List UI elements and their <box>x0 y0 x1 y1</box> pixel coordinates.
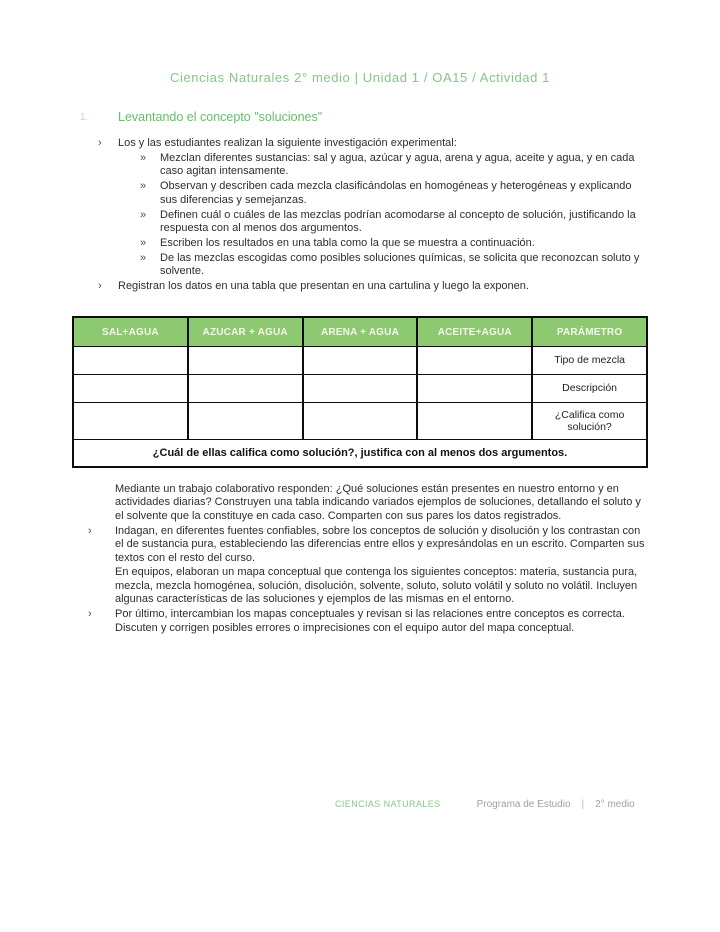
list-item <box>140 237 650 250</box>
column-header: ARENA + AGUA <box>303 317 418 347</box>
column-header: PARÁMETRO <box>532 317 647 347</box>
table-cell <box>188 347 303 375</box>
bullet-icon: › <box>88 524 92 537</box>
list-item <box>98 280 650 293</box>
list-item <box>140 152 650 179</box>
parameter-cell: Descripción <box>532 375 647 403</box>
list-item <box>88 525 650 565</box>
table-cell <box>73 375 188 403</box>
footer-subject: CIENCIAS NATURALES <box>335 799 441 809</box>
results-table-header <box>73 317 647 347</box>
column-header: AZUCAR + AGUA <box>188 317 303 347</box>
footer-separator: | <box>581 799 585 810</box>
table-footer-row <box>73 440 647 468</box>
doc-title: Ciencias Naturales 2° medio | Unidad 1 / OA15 / Actividad 1 <box>170 70 550 85</box>
list-item <box>140 180 650 207</box>
results-table-body <box>73 347 647 468</box>
column-header: SAL+AGUA <box>73 317 188 347</box>
list-item-text: Los y las estudiantes realizan la siguiente investigación experimental: <box>118 137 457 149</box>
list-item-text: Registran los datos en una tabla que presentan en una cartulina y luego la exponen. <box>118 280 529 293</box>
table-cell <box>303 347 418 375</box>
table-cell <box>417 375 532 403</box>
list-item <box>88 483 650 523</box>
list-item-text: De las mezclas escogidas como posibles soluciones químicas, se solicita que reconozcan soluto y solvente. <box>160 251 640 278</box>
bullet-icon: » <box>140 236 147 249</box>
table-header-row <box>73 317 647 347</box>
list-item <box>140 209 650 236</box>
bullet-icon <box>88 483 115 523</box>
list-item-text: Definen cuál o cuáles de las mezclas podrían acomodarse al concepto de solución, justificando la respuesta con al menos dos argumentos. <box>160 208 636 234</box>
bullet-icon <box>88 566 115 606</box>
list-item-text: Observan y describen cada mezcla clasificándolas en homogéneas y heterogéneas y explicando sus diferencias y semejanzas. <box>160 180 632 206</box>
list-item <box>88 608 650 635</box>
list-item-text: Mediante un trabajo colaborativo responden: ¿Qué soluciones están presentes en nuestro entorno y en actividades diarias? Construyen una tabla indicando variados ejemplos de soluciones, detallando el soluto y el solvente que la constituye en cada caso. Comparten con sus pares los datos registrados. <box>115 483 641 522</box>
list-item-text: Indagan, en diferentes fuentes confiables, sobre los conceptos de solución y disolución y los contrastan con el de sustancia pura, estableciendo las diferencias entre ellos y expresándolas en un escrito. Comparten sus textos con el resto del curso. <box>115 524 645 564</box>
list-item <box>140 252 650 279</box>
list-item-text: Mezclan diferentes sustancias: sal y agua, azúcar y agua, arena y agua, aceite y agua, y en cada caso agitan intensamente. <box>160 151 635 178</box>
followup-steps-list <box>88 483 650 636</box>
table-cell <box>417 403 532 440</box>
table-cell <box>417 347 532 375</box>
bullet-icon: › <box>98 137 102 149</box>
list-item-text: En equipos, elaboran un mapa conceptual que contenga los siguientes conceptos: materia, sustancia pura, mezcla, mezcla homogénea, solución, disolución, solvente, soluto, soluto volátil y soluto no volátil. Incluyen algunas características de las soluciones y ejemplos de las mismas en el entorno. <box>115 566 638 606</box>
parameter-cell: ¿Califica como solución? <box>532 403 647 440</box>
table-cell <box>188 403 303 440</box>
footer-program-label: Programa de Estudio <box>476 799 571 810</box>
bullet-icon: › <box>88 608 92 621</box>
table-cell <box>73 403 188 440</box>
section-number: 1. <box>80 112 89 123</box>
bullet-icon: » <box>140 151 147 164</box>
list-item <box>98 137 650 150</box>
results-table <box>72 316 648 468</box>
page-footer <box>335 799 635 810</box>
bullet-icon: » <box>140 180 147 193</box>
table-cell <box>303 403 418 440</box>
table-row <box>73 403 647 440</box>
table-cell <box>303 375 418 403</box>
bullet-icon: › <box>98 280 102 293</box>
table-cell <box>188 375 303 403</box>
list-item-text: Escriben los resultados en una tabla como la que se muestra a continuación. <box>160 236 535 249</box>
column-header: ACEITE+AGUA <box>417 317 532 347</box>
list-item-text: Por último, intercambian los mapas conceptuales y revisan si las relaciones entre conceptos es correcta. Discuten y corrigen posibles errores o imprecisiones con el equipo autor del mapa conceptual. <box>115 608 625 634</box>
bullet-icon: » <box>140 251 147 264</box>
parameter-cell: Tipo de mezcla <box>532 347 647 375</box>
section-heading: Levantando el concepto "soluciones" <box>118 110 323 124</box>
list-item <box>88 566 650 606</box>
table-footer-question: ¿Cuál de ellas califica como solución?, justifica con al menos dos argumentos. <box>73 440 647 468</box>
table-row <box>73 347 647 375</box>
activity-steps-list <box>98 137 650 295</box>
bullet-icon: » <box>140 208 147 221</box>
table-row <box>73 375 647 403</box>
table-cell <box>73 347 188 375</box>
footer-grade-label: 2° medio <box>595 799 635 810</box>
